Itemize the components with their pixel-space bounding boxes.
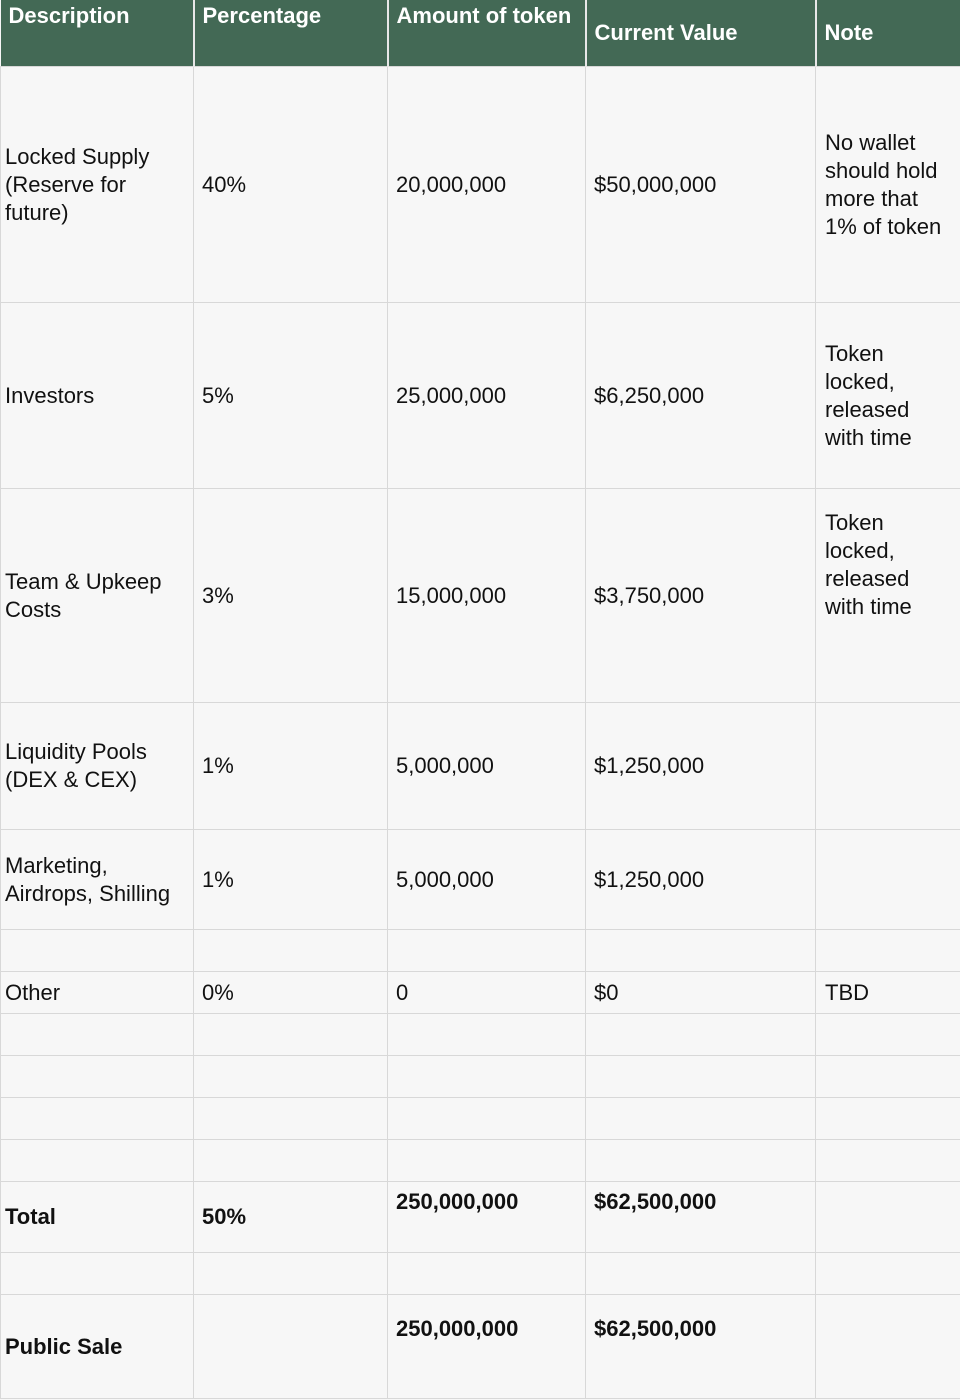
public-sale-value: $62,500,000 xyxy=(586,1295,816,1399)
table-row xyxy=(1,489,960,703)
cell-note xyxy=(816,830,960,930)
empty-row xyxy=(1,1014,960,1056)
table-row xyxy=(1,830,960,930)
public-sale-description: Public Sale xyxy=(1,1295,194,1399)
table-row xyxy=(1,703,960,830)
header-current-value: Current Value xyxy=(586,0,816,67)
total-percentage: 50% xyxy=(194,1182,388,1253)
cell-value: $1,250,000 xyxy=(586,703,816,830)
cell-description: Liquidity Pools (DEX & CEX) xyxy=(1,703,194,830)
header-description: Description xyxy=(1,0,194,67)
cell-amount: 0 xyxy=(388,972,586,1014)
cell-percentage: 1% xyxy=(194,830,388,930)
table-row xyxy=(1,303,960,489)
empty-row xyxy=(1,1140,960,1182)
public-sale-amount: 250,000,000 xyxy=(388,1295,586,1399)
empty-row xyxy=(1,1056,960,1098)
cell-percentage: 40% xyxy=(194,67,388,303)
cell-note xyxy=(816,703,960,830)
header-note: Note xyxy=(816,0,960,67)
cell-percentage: 5% xyxy=(194,303,388,489)
public-sale-row xyxy=(1,1295,960,1399)
empty-row xyxy=(1,1098,960,1140)
cell-note: No wallet should hold more that 1% of token xyxy=(816,67,960,303)
header-amount: Amount of token xyxy=(388,0,586,67)
cell-description: Locked Supply (Reserve for future) xyxy=(1,67,194,303)
header-percentage: Percentage xyxy=(194,0,388,67)
total-value: $62,500,000 xyxy=(586,1182,816,1253)
cell-amount: 25,000,000 xyxy=(388,303,586,489)
cell-amount: 5,000,000 xyxy=(388,703,586,830)
total-row xyxy=(1,1182,960,1253)
table-row xyxy=(1,67,960,303)
empty-row xyxy=(1,930,960,972)
cell-description: Investors xyxy=(1,303,194,489)
cell-description: Other xyxy=(1,972,194,1014)
empty-row xyxy=(1,1253,960,1295)
cell-description: Marketing, Airdrops, Shilling xyxy=(1,830,194,930)
table-row xyxy=(1,972,960,1014)
cell-note: Token locked, released with time xyxy=(816,489,960,703)
cell-note: Token locked, released with time xyxy=(816,303,960,489)
cell-amount: 20,000,000 xyxy=(388,67,586,303)
cell-value: $1,250,000 xyxy=(586,830,816,930)
cell-amount: 5,000,000 xyxy=(388,830,586,930)
cell-value: $0 xyxy=(586,972,816,1014)
cell-value: $50,000,000 xyxy=(586,67,816,303)
cell-percentage: 3% xyxy=(194,489,388,703)
cell-note: TBD xyxy=(816,972,960,1014)
cell-description: Team & Upkeep Costs xyxy=(1,489,194,703)
cell-percentage: 0% xyxy=(194,972,388,1014)
total-description: Total xyxy=(1,1182,194,1253)
cell-value: $3,750,000 xyxy=(586,489,816,703)
cell-value: $6,250,000 xyxy=(586,303,816,489)
cell-amount: 15,000,000 xyxy=(388,489,586,703)
cell-percentage: 1% xyxy=(194,703,388,830)
header-row xyxy=(1,0,960,67)
total-amount: 250,000,000 xyxy=(388,1182,586,1253)
